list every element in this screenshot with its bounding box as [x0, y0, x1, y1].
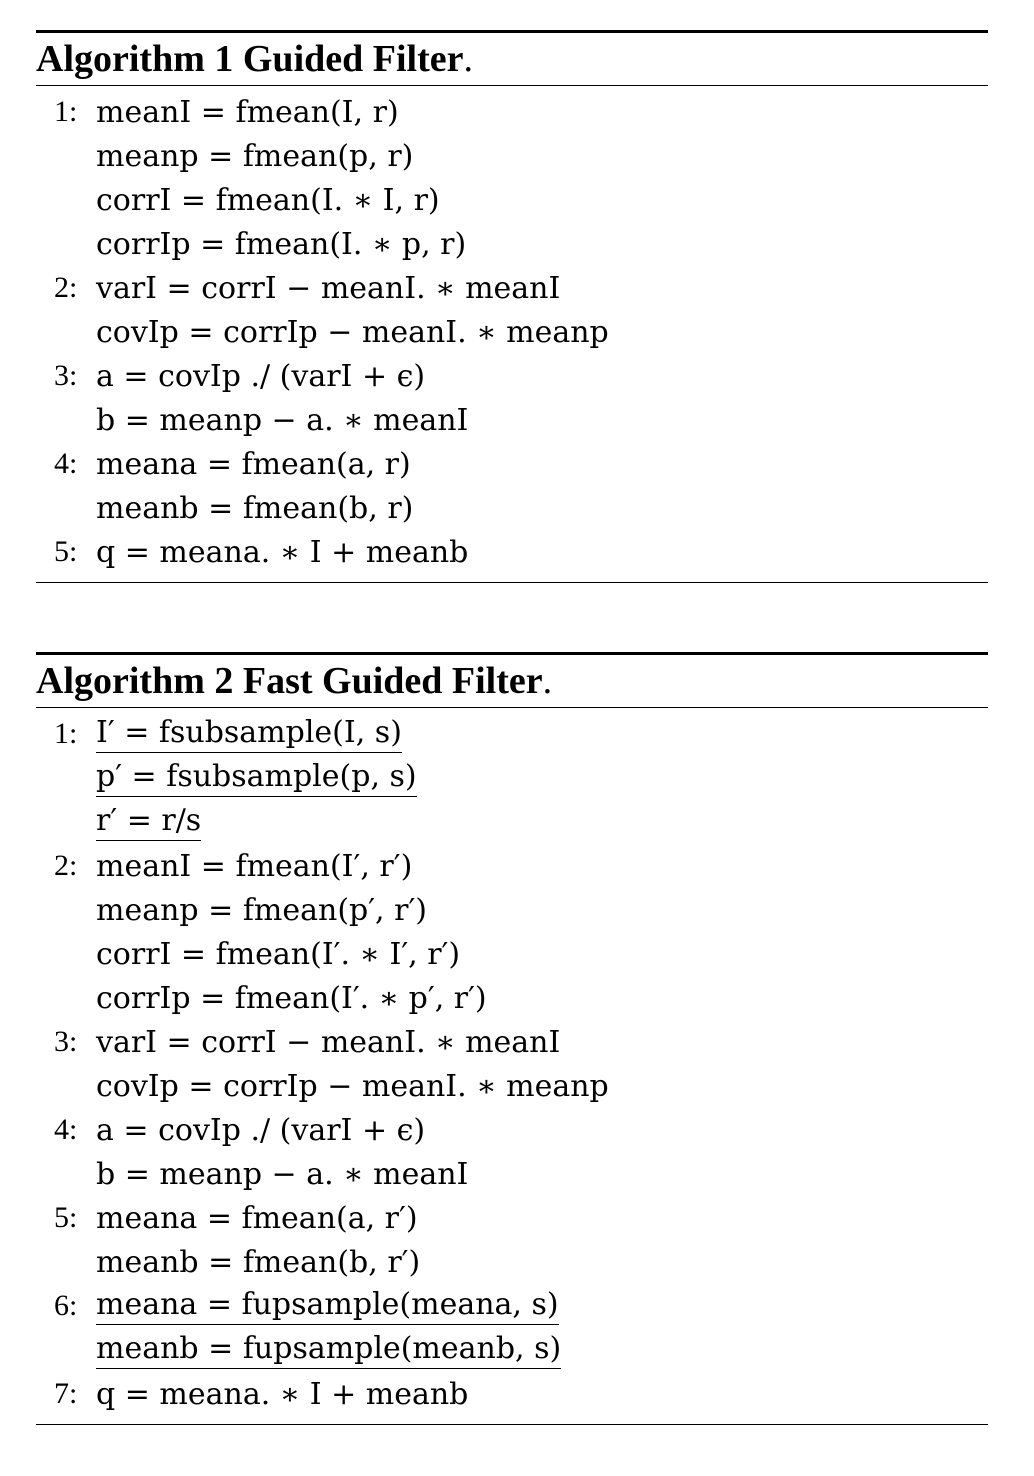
algorithm-line [36, 1152, 988, 1196]
algorithm-line [36, 90, 988, 134]
algorithm-name: Fast Guided Filter [242, 660, 543, 702]
algorithm-label: Algorithm 2 [36, 660, 234, 702]
line-number: 5: [54, 1201, 78, 1234]
algorithm-line [36, 756, 988, 800]
algorithm-body [36, 86, 988, 582]
algorithm-line [36, 1064, 988, 1108]
line-expression: varI = corrI − meanI. ∗ meanI [96, 270, 561, 306]
algorithm-title [36, 33, 988, 85]
algorithm-line [36, 134, 988, 178]
line-expression: q = meana. ∗ I + meanb [96, 1376, 469, 1412]
algorithm-line [36, 530, 988, 574]
algorithm-line [36, 310, 988, 354]
algorithm-line [36, 486, 988, 530]
algorithm-title-punct: . [463, 38, 473, 80]
algorithm-line [36, 1196, 988, 1240]
algorithm-line [36, 712, 988, 756]
line-expression: meana = fupsample(meana, s) [96, 1287, 559, 1325]
line-number: 5: [54, 535, 78, 568]
algorithm-line [36, 1020, 988, 1064]
line-number: 6: [54, 1289, 78, 1322]
bottom-rule [36, 582, 988, 583]
bottom-rule [36, 1424, 988, 1425]
line-number: 4: [54, 1113, 78, 1146]
algorithm-line [36, 354, 988, 398]
line-expression: meanb = fmean(b, r) [96, 490, 414, 526]
algorithm-line [36, 888, 988, 932]
line-expression: meanp = fmean(p′, r′) [96, 892, 427, 928]
line-expression: r′ = r/s [96, 803, 201, 841]
line-expression: meanp = fmean(p, r) [96, 138, 414, 174]
algorithm-line [36, 1240, 988, 1284]
algorithm-label: Algorithm 1 [36, 38, 234, 80]
line-expression: meanb = fupsample(meanb, s) [96, 1331, 561, 1369]
line-expression: meanb = fmean(b, r′) [96, 1244, 421, 1280]
line-expression: p′ = fsubsample(p, s) [96, 759, 417, 797]
algorithm-line [36, 976, 988, 1020]
algorithm-1-block [36, 30, 988, 583]
line-expression: meanI = fmean(I, r) [96, 94, 399, 130]
line-expression: I′ = fsubsample(I, s) [96, 715, 402, 753]
algorithm-line [36, 1284, 988, 1328]
algorithm-line [36, 1328, 988, 1372]
algorithm-line [36, 178, 988, 222]
algorithm-line [36, 266, 988, 310]
algorithm-title [36, 655, 988, 707]
line-number: 4: [54, 447, 78, 480]
line-number: 2: [54, 271, 78, 304]
line-number: 3: [54, 1025, 78, 1058]
line-expression: corrI = fmean(I′. ∗ I′, r′) [96, 936, 461, 972]
line-number: 3: [54, 359, 78, 392]
line-expression: corrIp = fmean(I′. ∗ p′, r′) [96, 980, 487, 1016]
line-expression: meana = fmean(a, r′) [96, 1200, 418, 1236]
line-expression: meana = fmean(a, r) [96, 446, 411, 482]
algorithm-line [36, 1108, 988, 1152]
line-expression: a = covIp ./ (varI + ϵ) [96, 1112, 426, 1148]
line-expression: meanI = fmean(I′, r′) [96, 848, 413, 884]
algorithm-line [36, 442, 988, 486]
line-expression: a = covIp ./ (varI + ϵ) [96, 358, 426, 394]
line-expression: b = meanp − a. ∗ meanI [96, 1156, 469, 1192]
line-number: 1: [54, 95, 78, 128]
line-number: 1: [54, 717, 78, 750]
line-expression: covIp = corrIp − meanI. ∗ meanp [96, 1068, 609, 1104]
line-expression: corrIp = fmean(I. ∗ p, r) [96, 226, 467, 262]
algorithm-line [36, 398, 988, 442]
algorithm-title-punct: . [542, 660, 553, 702]
algorithm-line [36, 844, 988, 888]
line-number: 7: [54, 1377, 78, 1410]
algorithm-line [36, 1372, 988, 1416]
line-number: 2: [54, 849, 78, 882]
algorithm-line [36, 800, 988, 844]
algorithm-body [36, 708, 988, 1424]
line-expression: q = meana. ∗ I + meanb [96, 534, 469, 570]
algorithm-line [36, 932, 988, 976]
algorithm-line [36, 222, 988, 266]
algorithm-2-block [36, 652, 988, 1425]
line-expression: varI = corrI − meanI. ∗ meanI [96, 1024, 561, 1060]
line-expression: b = meanp − a. ∗ meanI [96, 402, 469, 438]
algorithm-name: Guided Filter [242, 38, 464, 80]
line-expression: covIp = corrIp − meanI. ∗ meanp [96, 314, 609, 350]
line-expression: corrI = fmean(I. ∗ I, r) [96, 182, 440, 218]
